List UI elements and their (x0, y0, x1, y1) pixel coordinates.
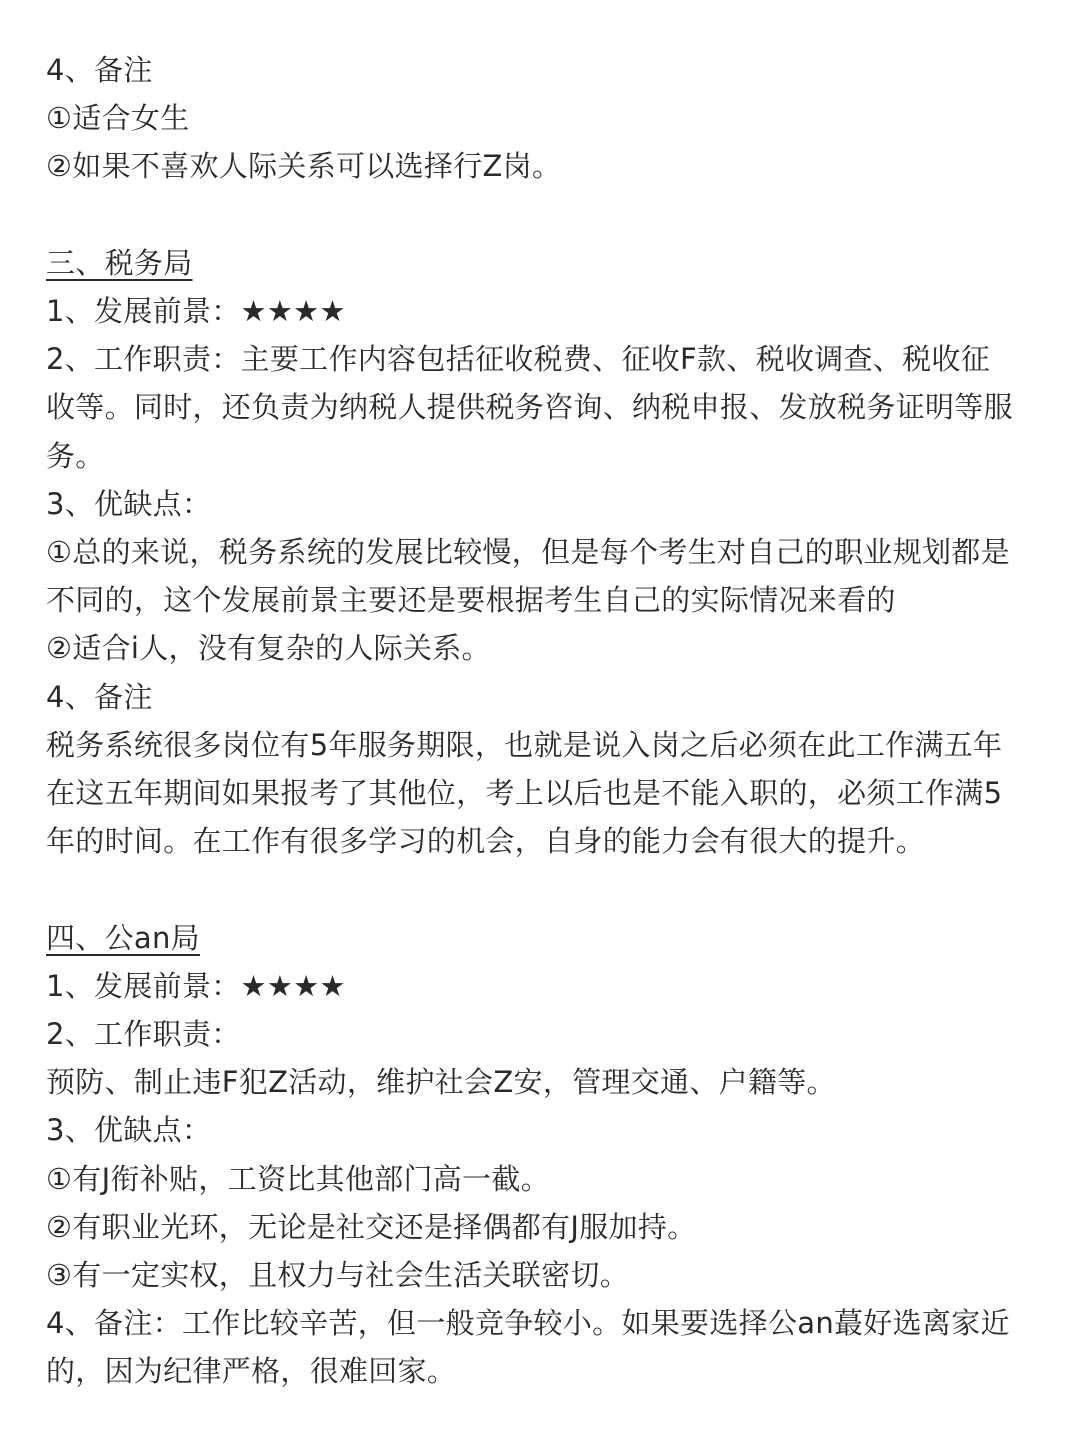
section4-duty-title: 2、工作职责： (46, 1017, 241, 1052)
section3-duty-line-1: 2、工作职责：主要工作内容包括征收税费、征收F款、税收调查、税收征 (46, 342, 991, 377)
section4-pros-cons-1: ①有J衔补贴，工资比其他部门高一截。 (46, 1161, 550, 1196)
section3-note-line-1: 税务系统很多岗位有5年服务期限，也就是说入岗之后必须在此工作满五年 (46, 727, 1003, 762)
section3-duty-line-2: 收等。同时，还负责为纳税人提供税务咨询、纳税申报、发放税务证明等服 (46, 390, 1013, 425)
section3-pros-cons-1b: 不同的，这个发展前景主要还是要根据考生自己的实际情况来看的 (46, 583, 896, 618)
section4-note-line-2: 的，因为纪律严格，很难回家。 (46, 1354, 457, 1389)
section3-note-line-2: 在这五年期间如果报考了其他位，考上以后也是不能入职的，必须工作满5 (46, 776, 1003, 811)
section4-pros-cons-title: 3、优缺点： (46, 1113, 212, 1148)
section4-pros-cons-2: ②有职业光环，无论是社交还是择偶都有J服加持。 (46, 1209, 697, 1244)
section3-duty-line-3: 务。 (46, 438, 105, 473)
section4-note-line-1: 4、备注：工作比较辛苦，但一般竞争较小。如果要选择公an蕞好选离家近 (46, 1306, 1010, 1341)
section3-prospect: 1、发展前景：★★★★ (46, 294, 346, 328)
section4-prospect: 1、发展前景：★★★★ (46, 968, 346, 1003)
section2-note-1: ①适合女生 (46, 101, 190, 136)
section2-note-title: 4、备注 (46, 53, 153, 87)
section3-pros-cons-1a: ①总的来说，税务系统的发展比较慢，但是每个考生对自己的职业规划都是 (46, 535, 1010, 570)
section2-note-2: ②如果不喜欢人际关系可以选择行Z岗。 (46, 149, 562, 184)
section-gap (46, 865, 1038, 913)
section3-pros-cons-2: ②适合i人，没有复杂的人际关系。 (46, 631, 491, 666)
section-gap (46, 191, 1038, 239)
section4-duty-line-1: 预防、制止违F犯Z活动，维护社会Z安，管理交通、户籍等。 (46, 1065, 836, 1100)
section3-heading (46, 239, 1038, 287)
section4-heading (46, 914, 1038, 962)
section3-note-title: 4、备注 (46, 679, 153, 714)
section3-heading-text: 三、税务局 (46, 245, 193, 280)
section4-pros-cons-3: ③有一定实权，且权力与社会生活关联密切。 (46, 1258, 629, 1293)
section4-heading-text: 四、公an局 (46, 920, 200, 955)
document-body (46, 46, 1038, 1396)
section3-pros-cons-title: 3、优缺点： (46, 486, 212, 521)
section3-note-line-3: 年的时间。在工作有很多学习的机会，自身的能力会有很大的提升。 (46, 824, 926, 859)
